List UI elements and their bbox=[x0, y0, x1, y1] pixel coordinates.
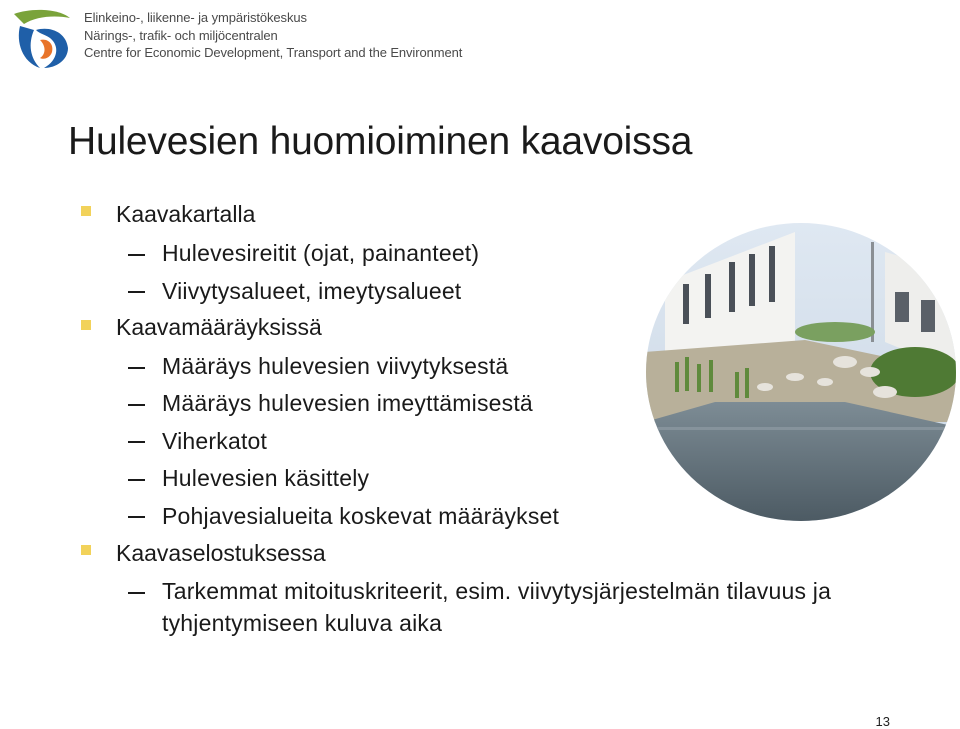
list-item: Hulevesien käsittely bbox=[162, 465, 370, 491]
list-item: Tarkemmat mitoituskriteerit, esim. viivytysjärjestelmän tilavuus ja bbox=[162, 578, 832, 604]
dash-icon bbox=[128, 516, 145, 518]
org-name-fi: Elinkeino-, liikenne- ja ympäristökeskus bbox=[84, 10, 307, 25]
dash-icon bbox=[128, 592, 145, 594]
dash-icon bbox=[128, 367, 145, 369]
dash-icon bbox=[128, 291, 145, 293]
list-item: Kaavakartalla bbox=[116, 201, 256, 227]
list-item: Kaavamääräyksissä bbox=[116, 314, 322, 340]
list-item: Viivytysalueet, imeytysalueet bbox=[162, 278, 462, 304]
dash-icon bbox=[128, 441, 145, 443]
bullet-square-icon bbox=[81, 545, 91, 555]
bullet-square-icon bbox=[81, 320, 91, 330]
org-name-sv: Närings-, trafik- och miljöcentralen bbox=[84, 27, 278, 43]
list-item: Viherkatot bbox=[162, 428, 268, 454]
list-item: Määräys hulevesien viivytyksestä bbox=[162, 353, 509, 379]
list-item: Hulevesireitit (ojat, painanteet) bbox=[162, 240, 480, 266]
stormwater-pond-photo bbox=[645, 222, 957, 522]
list-item: Määräys hulevesien imeyttämisestä bbox=[162, 390, 533, 416]
list-item: Kaavaselostuksessa bbox=[116, 540, 326, 566]
bullet-square-icon bbox=[81, 206, 91, 216]
dash-icon bbox=[128, 254, 145, 256]
page-number: 13 bbox=[875, 714, 890, 729]
list-item-continuation: tyhjentymiseen kuluva aika bbox=[162, 610, 443, 636]
list-item: Pohjavesialueita koskevat määräykset bbox=[162, 503, 560, 529]
dash-icon bbox=[128, 404, 145, 406]
slide-title: Hulevesien huomioiminen kaavoissa bbox=[68, 120, 693, 163]
dash-icon bbox=[128, 479, 145, 481]
org-name-en: Centre for Economic Development, Transport and the Environment bbox=[84, 45, 463, 60]
